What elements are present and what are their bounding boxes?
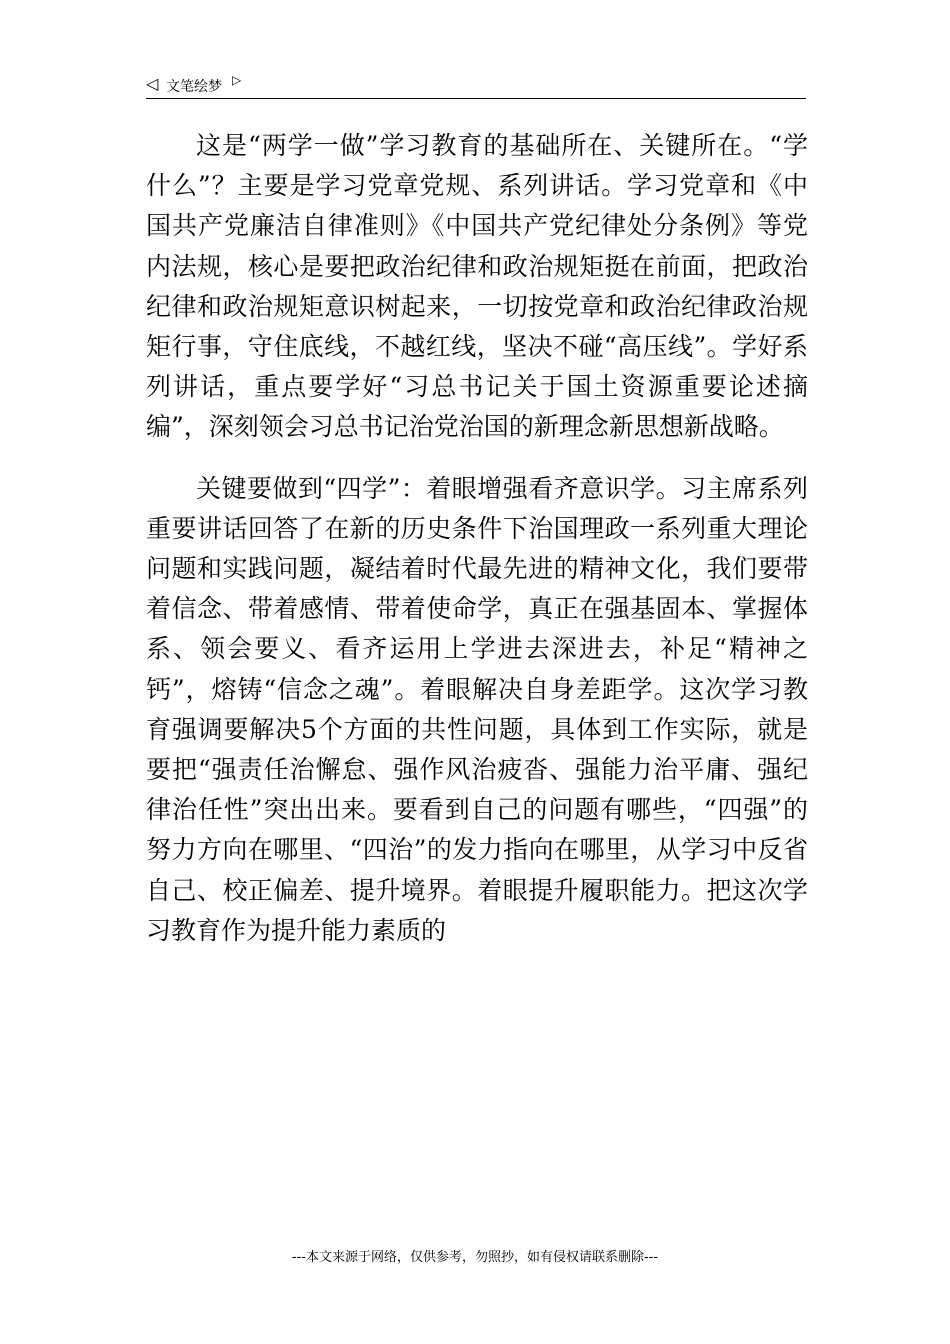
footer-note: ---本文来源于网络，仅供参考，勿照抄，如有侵权请联系删除--- — [291, 1250, 659, 1265]
triangle-left-icon: ◁ — [146, 74, 159, 93]
document-body — [146, 126, 808, 951]
paragraph-2: 关键要做到“四学”：着眼增强看齐意识学。习主席系列重要讲话回答了在新的历史条件下治国理政一系列重大理论问题和实践问题，凝结着时代最先进的精神文化，我们要带着信念、带着感情、带着使命学，真正在强基固本、掌握体系、领会要义、看齐运用上学进去深进去，补足“精神之钙”，熔铸“信念之魂”。着眼解决自身差距学。这次学习教育强调要解决5个方面的共性问题，具体到工作实际，就是要把“强责任治懈怠、强作风治疲沓、强能力治平庸、强纪律治任性”突出出来。要看到自己的问题有哪些，“四强”的努力方向在哪里、“四治”的发力指向在哪里，从学习中反省自己、校正偏差、提升境界。着眼提升履职能力。把这次学习教育作为提升能力素质的 — [146, 473, 808, 945]
paragraph-1: 这是“两学一做”学习教育的基础所在、关键所在。“学什么”？主要是学习党章党规、系列讲话。学习党章和《中国共产党廉洁自律准则》《中国共产党纪律处分条例》等党内法规，核心是要把政治纪律和政治规矩挺在前面，把政治纪律和政治规矩意识树起来，一切按党章和政治纪律政治规矩行事，守住底线，不越红线，坚决不碰“高压线”。学好系列讲话，重点要学好“习总书记关于国土资源重要论述摘编”，深刻领会习总书记治党治国的新理念新思想新战略。 — [146, 131, 808, 442]
triangle-right-icon: ▷ — [232, 73, 242, 87]
header-title: 文笔绘梦 — [166, 79, 222, 95]
page-header — [146, 72, 806, 99]
